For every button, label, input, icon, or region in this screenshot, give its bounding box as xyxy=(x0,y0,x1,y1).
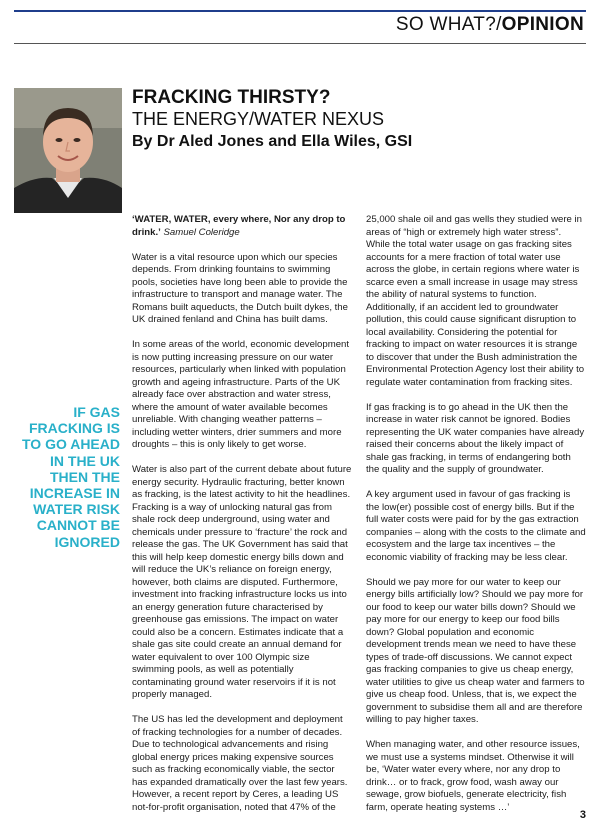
body-paragraph: The US has led the development and deployment of fracking technologies for a number of decades. Due to technological advancements and rising global energy prices making expensive sources such as fracking economically viable, the sector has expanded dramatically over the last few years. However, a recent report by Ceres, a leading US not-for-profit organisation, noted that 47% of the xyxy=(132,714,348,813)
article-byline: By Dr Aled Jones and Ella Wiles, GSI xyxy=(132,133,413,150)
epigraph xyxy=(132,214,352,239)
epigraph-text: ‘WATER, WATER, every where, Nor any drop to drink.’ xyxy=(132,214,346,238)
body-paragraph: Water is a vital resource upon which our species depends. From drinking fountains to swimming pools, societies have long been able to provide the infrastructure to transport and manage water. The Romans built aqueducts, the Dutch built dykes, the UK drained fenland and China has built dams. xyxy=(132,251,348,325)
section-label xyxy=(396,14,584,36)
header-divider xyxy=(14,43,586,44)
article-column-2 xyxy=(366,214,586,827)
body-paragraph: 25,000 shale oil and gas wells they studied were in areas of “high or extremely high water stress”. While the total water usage on gas fracking sites accounts for a mere fraction of total water use across the globe, in certain regions where water is scarce even a small increase in usage may stress the ability of natural systems to function. Additionally, if an accident led to groundwater pollution, this could cause significant disruption to local availability. Considering the potential for fracking to impact on water resources it is strange to discover that under the Bush administration the Environmental Protection Agency lost their ability to regulate water contamination from fracking sites. xyxy=(366,214,585,388)
article-title: FRACKING THIRSTY? xyxy=(132,87,331,108)
section-label-light: SO WHAT?/ xyxy=(395,14,502,35)
body-paragraph: Water is also part of the current debate about future energy security. Hydraulic fracturing, better known as fracking, is the latest activity to hit the headlines. Fracking is a way of unlocking natural gas from shale rock deep underground, using water and chemicals under pressure to ‘fracture’ the rock and release the gas. The UK Government has said that this will help keep domestic energy bills down and will reduce the UK’s reliance on foreign energy, however, both claims are disputed. Furthermore, investment into fracking infrastructure locks us into an energy generation future characterised by greenhouse gas emissions. The impact on water could also be a concern. Estimates indicate that a shale gas site could create an annual demand for water equivalent to over 100 Olympic size swimming pools, as well as potentially contaminating ground water reservoirs if it is not properly managed. xyxy=(132,464,352,700)
pull-quote: IF GAS FRACKING IS TO GO AHEAD IN THE UK THEN THE INCREASE IN WATER RISK CANNOT BE IGNORED xyxy=(21,404,120,550)
page-number: 3 xyxy=(579,809,586,821)
section-label-bold: OPINION xyxy=(501,14,584,35)
article-column-1 xyxy=(132,214,352,827)
body-paragraph: In some areas of the world, economic development is now putting increasing pressure on our water resources, particularly when linked with population growth and ageing infrastructure. Parts of the UK already face over abstraction and water stress, where the amount of water available becomes unreliable. With changing weather patterns – including wetter winters, drier summers and more droughts – this is only likely to get worse. xyxy=(132,339,350,450)
top-accent-rule xyxy=(14,10,586,12)
body-paragraph: Should we pay more for our water to keep our energy bills artificially low? Should we pay more for our food to keep our water bills down? Should we pay more for our energy to keep our food bills down? Global population and economic development trends mean we need to have these types of trade-off discussions. We cannot expect gas fracking companies to give us cheap energy, water utilities to give us cheap water and farmers to give us cheap food. Unless, that is, we expect the government to subsidise them all and are therefore willing to pay higher taxes. xyxy=(366,576,585,725)
author-portrait-image xyxy=(14,88,122,213)
article-header xyxy=(132,87,572,152)
epigraph-source: Samuel Coleridge xyxy=(163,226,240,238)
body-paragraph: A key argument used in favour of gas fracking is the low(er) possible cost of energy bills. But if the full water costs were paid for by the gas extraction companies – along with the costs to the climate and ecosystem and the large tax incentives – the economic viability of fracking may be less clear. xyxy=(366,489,586,563)
article-subtitle: THE ENERGY/WATER NEXUS xyxy=(132,109,385,129)
author-photo xyxy=(14,88,122,213)
body-paragraph: If gas fracking is to go ahead in the UK then the increase in water risk cannot be ignored. Bodies representing the UK water companies have already raised their concerns about the likely impact of shale gas fracking, in terms of endangering both the quality and the supply of groundwater. xyxy=(366,401,585,475)
body-paragraph: When managing water, and other resource issues, we must use a systems mindset. Otherwise it will be, ‘Water water every where, nor any drop to drink… or to frack, grow food, wash away our sewage, grow biofuels, generate electricity, fish farm, operate heating systems …’ xyxy=(366,739,580,813)
